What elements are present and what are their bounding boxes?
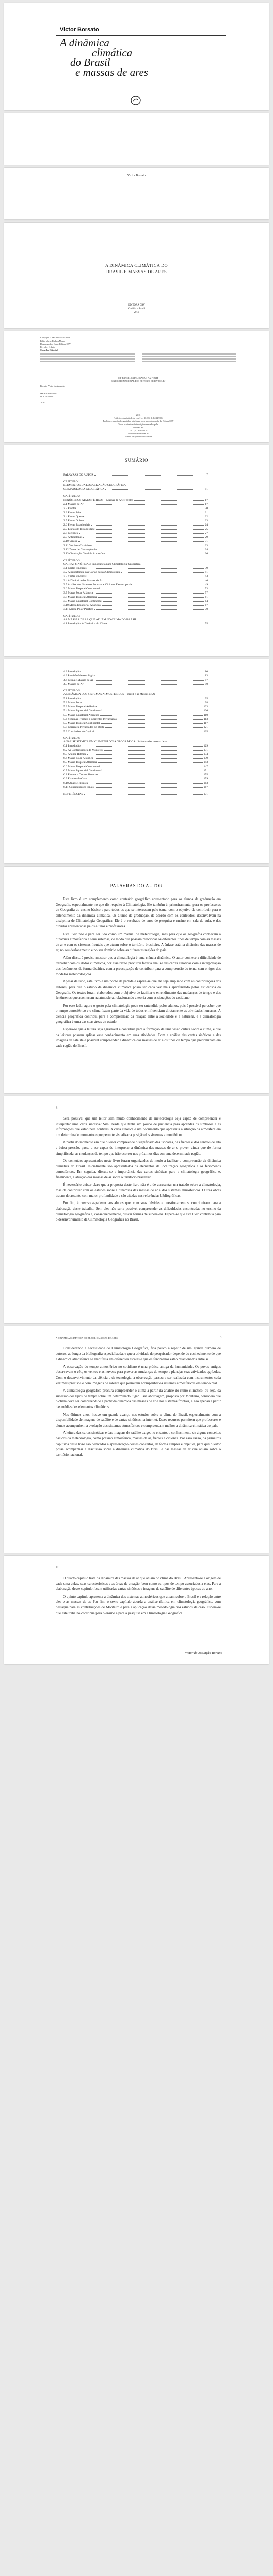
toc-row [63,498,208,502]
toc-entry-label: CLIMATOLOGIA GEOGRÁFICA [63,488,105,491]
toc-entry-label: 6.10 Análise Rítmica [63,782,88,785]
cover-title [60,38,148,77]
preface-body [56,896,221,1050]
toc-dots [94,680,204,681]
toc-row [63,574,208,579]
toc-dots [89,783,203,784]
copyright-line: Editor-chefe: Railson Moura [40,340,66,342]
toc-entry-label: REFERÊNCIAS [63,793,83,796]
toc-row [63,473,208,477]
toc-entry-label: 3.10 Massa Equatorial Atlântica [63,604,101,607]
chapter-label: CAPÍTULO 5 [63,689,80,692]
cover-title-line: climática [92,46,133,59]
toc-entry-page: 80 [205,670,208,673]
toc-dots [105,727,203,728]
toc-dots [78,541,204,542]
toc-entry-label: 5.1 Introdução [63,697,81,700]
toc-entry-label: 5.4 Massa Equatorial Continental [63,709,102,713]
toc-dots [96,529,204,530]
paragraph: Este livro é um complemento como conteúdo geográfico apresentado para os alunos de graduação em Geografia, especialmente no que diz respeito à Climatologia. Ele também é, primeiramente, para os professores de Geografia do ensino básico e para todos os que se interessam pelo tema, com o objetivo de contribuir para o entendimento da dinâmica climática. Os alunos de graduação, de acordo com os conteúdos, desenvolvem na disciplina de Climatologia Geográfica. Ele é o resultado de anos de pesquisa e ensino em sala de aula, e das dúvidas apresentadas pelos alunos e professores. [56,897,221,928]
toc-entry-page: 36 [205,552,208,555]
chapter-label: CAPÍTULO 6 [63,737,80,740]
rights-email: E-mail: sac@editoracrv.com.br [124,435,152,438]
toc-entry-page: 24 [205,523,208,527]
toc-entry-label: 2.3 Frente Fria [63,511,81,514]
toc-dots [118,719,203,720]
page-number: 9 [220,1335,222,1340]
preface-page [4,867,269,1093]
toc-row [63,531,208,535]
toc-row [63,539,208,544]
title-line-1: A DINÂMICA CLIMÁTICA DO [105,263,168,268]
paragraph: A partir do momento em que o leitor compreende o significado das isóbaras, das frentes e dos centros de alta e baixa pressão, passa a ser capaz de interpretar a dinâmica das massas de ar e prever, ainda que de forma simplificada, as mudanças de tempo que irão ocorrer nos próximos dias em uma determinada região. [56,1140,221,1156]
toc-entry-page: 171 [203,793,208,796]
catalog-sub: SINDICATO NACIONAL DOS EDITORES DE LIVROS, RJ [111,380,166,382]
toc-entry-label: 5.6 Sistemas Frontais e Correntes Perturbadas [63,718,117,721]
catalog-entry-author: Borsato, Victor da Assunção [40,385,65,387]
cover-page [4,3,269,110]
half-title-page [4,168,269,219]
toc-row [63,709,208,713]
toc-entry-label: 4.5 Massas de Ar [63,683,84,686]
toc-entry-label: 2.8 Ciclones [63,532,78,535]
toc-entry-page: 25 [205,528,208,531]
toc-entry-label: 2.4 Frente Quente [63,515,85,518]
chapter-label: CAPÍTULO 3 [63,559,80,562]
toc-row [63,591,208,595]
toc-entry-page: 87 [205,679,208,682]
toc-row [63,622,208,626]
toc-entry-page: 44 [205,575,208,578]
paragraph: Os conteúdos apresentados neste livro foram organizados de modo a facilitar a compreensão da dinâmica climática do Brasil. Inicialmente são apresentados os elementos da localização geográfica e os fenômenos atmosféricos. Em seguida, discute-se a importância das cartas sinóticas para a climatologia geográfica e, finalmente, a atuação das massas de ar sobre o território brasileiro. [56,1159,221,1179]
chapter-label: CAPÍTULO 4 [63,615,80,618]
toc-entry-page: 49 [205,583,208,586]
toc-entry-page: 117 [203,722,208,725]
toc-entry-label: 2.9 Anticiclones [63,536,83,539]
copyright-page [4,331,269,442]
rights-year: 2016 [136,414,141,416]
toc-row [63,579,208,583]
paragraph: Além disso, é preciso mostrar que a climatologia é uma ciência dinâmica. O autor conhece a dificuldade de trabalhar com os dados climáticos, por essa razão procurou fazer a análise das cartas sinóticas com a interpretação dos fenômenos de forma didática, com a preocupação de contribuir para a compreensão do tema, sem o rigor dos modelos meteorológicos. [56,955,221,976]
toc-row [63,544,208,548]
toc-row [63,519,208,523]
running-header: A DINÂMICA CLIMÁTICA DO BRASIL E MASSAS DE ARES [56,1337,118,1340]
toc-entry-label: 4.4 Clima e Massas de Ar [63,679,93,682]
toc-entry-page: 103 [203,705,208,708]
toc-entry-label: 6.5 Massa Tropical Atlântica [63,761,97,764]
toc-entry-page: 34 [205,548,208,551]
chapter-label: CAPÍTULO 1 [63,480,80,483]
toc-row [63,607,208,612]
toc-dots [94,475,205,476]
toc-entry-label: 6.6 Massa Tropical Continental [63,765,100,768]
toc-entry-label: 5.2 Massa Polar [63,701,82,704]
paragraph: Por esse lado, agora o gosto pela climatologia pode ser entendido pelos alunos, pois é possível perceber que o tempo atmosférico e o clima fazem parte da vida de todos e influenciam diretamente as atividades humanas. A ciência geográfica contribui para a compreensão da relação entre a sociedade e a natureza, e a climatologia geográfica é uma das suas áreas de estudo. [56,1003,221,1024]
text-page-10 [4,1556,269,1664]
catalog-entry [40,385,236,404]
toc-row [63,725,208,730]
toc-entry-page: 57 [205,591,208,595]
toc-row [63,760,208,765]
toc-row [63,511,208,515]
author-signature: Victor da Assunção Borsato [185,1651,222,1655]
toc-entry-page: 106 [203,709,208,713]
summary-page-1 [4,445,269,656]
toc-entry-label: 2.11 Vórtices Ciclônicos [63,544,92,547]
toc-dots [85,504,204,505]
body-text [56,1346,221,1460]
toc-row [63,721,208,725]
toc-entry-label: 6.7 Massa Equatorial Continental [63,769,102,772]
toc-entry-label: PALAVRAS DO AUTOR [63,473,94,477]
toc-entry-label: 4.3 Previsão Meteorológica [63,674,95,677]
toc-entry-label: 3.2 A Importância das Cartas para a Climatologia [63,571,121,574]
toc-dots [95,787,203,788]
toc-entry-label: 5.9 Conclusões do Capítulo [63,730,95,733]
toc-entry-label: 6.3 Análise Rítmica [63,753,87,756]
toc-dots [98,597,204,598]
toc-row [63,487,208,492]
toc-entry-label: 2.7 Linhas de Instabilidade [63,528,95,531]
copyright-line: Copyright © da Editora CRV Ltda. [40,336,71,339]
toc-entry-page: 61 [205,596,208,599]
toc-dots [98,762,202,763]
toc-row [63,678,208,682]
toc-dots [121,572,204,573]
editorial-board-list [40,353,236,372]
toc-entry-page: 129 [203,744,208,748]
page-number: 8 [56,1106,58,1110]
chapter-title: CARTAS SINÓTICAS: importância para Climatologia Geográfica [63,563,141,566]
toc-dots [83,537,204,538]
toc-entry-label: 3.11 Massa Polar Pacífica [63,608,93,611]
toc-row [63,765,208,769]
toc-entry-page: 167 [203,786,208,789]
paragraph: Por fim, é preciso agradecer aos alunos que, com suas dúvidas e questionamentos, contribuíram para a elaboração deste trabalho. Sem eles não seria possível compreender as dificuldades encontradas no ensino da climatologia geográfica e, consequentemente, buscar formas de superá-las. Espera-se que este livro contribua para o desenvolvimento da Climatologia Geográfica no Brasil. [56,1201,221,1222]
catalog-year: 2016 [40,401,45,404]
title-page [4,223,269,328]
copyright-line: Revisão: O Autor [40,346,56,348]
toc-entry-page: 21 [205,511,208,514]
toc-entry-label: 3.7 Massa Polar Atlântica [63,591,93,595]
cover-title-line: do Brasil [70,56,110,69]
toc-dots [94,758,202,759]
title-city: Curitiba – Brasil [127,308,146,310]
toc-entry-page: 113 [203,718,208,721]
paragraph: O quarto capítulo trata da dinâmica das massas de ar que atuam no clima do Brasil. Apresenta-se a origem de cada uma delas, suas características e as áreas de atuação, bem como os tipos de tempo associados a elas. Para a elaboração desse capítulo foram utilizadas cartas sinóticas e imagens de satélite de diferentes épocas do ano. [56,1576,221,1591]
toc-entry-page: 39 [205,567,208,570]
cover-title-line: A dinâmica [60,37,109,49]
toc-row [63,705,208,709]
toc-dots [84,794,203,795]
cover-title-line: e massas de ares [75,66,148,78]
toc-row [63,570,208,574]
toc-entry-page: 17 [205,503,208,506]
toc-entry-label: 4.1 Introdução: A Dinâmica do Clima [63,622,107,625]
toc-entry-page: 143 [203,761,208,764]
toc-entry-page: 125 [203,730,208,733]
toc-entry-page: 11 [205,488,208,491]
toc-entry-label: 3.9 Massa Equatorial Continental [63,600,102,603]
toc-entry-page: 31 [205,540,208,543]
toc-entry-label: 4.2 Introdução [63,670,81,673]
toc-entry-label: 5.5 Massa Equatorial Atlântica [63,714,99,717]
copyright-line: Diagramação e Capa: Editora CRV [40,343,71,345]
toc-row [63,777,208,781]
toc-row [63,730,208,734]
toc-dots [82,746,203,747]
text-page-8 [4,1096,269,1323]
title-publisher: EDITORA CRV [128,304,145,307]
rights-line: Todos os direitos desta edição reservados pela: [118,423,159,426]
toc-entry-label: 5.3 Massa Tropical Atlântica [63,705,97,708]
toc-entry-page: 22 [205,515,208,518]
toc-row [63,603,208,607]
toc-entry-page: 139 [203,757,208,760]
summary-list [63,670,208,796]
toc-row [63,595,208,599]
toc-dots [94,593,204,594]
toc-row [63,587,208,591]
toc-row [63,506,208,511]
body-text [56,1116,221,1225]
toc-entry-page: 29 [205,536,208,539]
copyright-block [40,336,236,352]
toc-entry-page: 17 [205,499,208,502]
toc-entry-page: 67 [205,604,208,607]
toc-dots [100,715,203,716]
toc-dots [91,525,204,526]
toc-row [63,773,208,777]
toc-entry-page: 70 [205,608,208,611]
toc-entry-label: 2.5 Frente Oclusa [63,519,84,522]
toc-row [63,515,208,519]
toc-entry-page: 27 [205,532,208,535]
toc-entry-label: 2.13 Circulação Geral da Atmosfera [63,552,105,555]
toc-row [63,756,208,760]
text-page-9 [4,1326,269,1553]
toc-entry-label: 5.8 Correntes Perturbadas do Oeste [63,726,105,729]
toc-dots [102,605,204,606]
toc-row [63,670,208,674]
toc-row [63,535,208,539]
toc-entry-label: 6.4 Massa Polar Atlântica [63,757,93,760]
toc-row [63,674,208,678]
paragraph: O quinto capítulo apresenta a dinâmica dos sistemas atmosféricos que atuam sobre o Brasil e a relação entre eles e as massas de ar. Por fim, o sexto capítulo aborda a análise rítmica em climatologia geográfica, com destaque para as contribuições de Monteiro e para a aplicação dessa metodologia nos estudos de caso. Espera-se que este trabalho contribua para o ensino e para a pesquisa em Climatologia Geográfica. [56,1594,221,1615]
toc-entry-page: 41 [205,571,208,574]
toc-dots [79,533,204,534]
paragraph: A observação do tempo atmosférico no cotidiano é uma prática antiga da humanidade. Os povos antigos observavam o céu, os ventos e as nuvens para prever as mudanças do tempo e planejar suas atividades agrícolas. Com o desenvolvimento da ciência e da tecnologia, a observação passou a ser realizada com instrumentos cada vez mais precisos e com imagens de satélite que permitem acompanhar os sistemas atmosféricos em tempo real. [56,1364,221,1385]
rights-line: Foi feito o depósito legal conf. Lei 10.994 de 14/12/2004 [114,417,163,419]
toc-entry-label: 3.1 Cartas Sinóticas [63,567,87,570]
toc-entry-label: 3.5 Análise dos Sistemas Frontais e Ciclones Extratropicais [63,583,132,586]
blank-page [4,113,269,165]
toc-entry-label: 6.9 Estudos de Caso [63,777,87,781]
toc-entry-page: 33 [205,544,208,547]
toc-entry-page: 159 [203,777,208,781]
toc-entry-page: 163 [203,782,208,785]
toc-row [63,682,208,686]
chapter-label: CAPÍTULO 2 [63,495,80,498]
toc-entry-page: 90 [205,683,208,686]
copyright-line: Conselho Editorial: [40,349,59,351]
page-number: 10 [56,1565,59,1569]
toc-row [63,527,208,531]
catalog-box [40,377,236,383]
summary-list [63,470,208,626]
half-title-author: Victor Borsato [127,174,146,177]
toc-entry-label: 2.10 Ventos [63,540,77,543]
toc-entry-page: 20 [205,507,208,510]
toc-entry-label: 3.6 Massa Tropical Continental [63,587,100,590]
toc-entry-label: 6.11 Considerações Finais [63,786,94,789]
paragraph: A leitura das cartas sinóticas e das imagens de satélite exige, no entanto, o conhecimento de alguns conceitos básicos da meteorologia, como pressão atmosférica, massas de ar, frentes e ciclones. Por essa razão, os primeiros capítulos deste livro são dedicados à apresentação desses conceitos, de forma simples e objetiva, para que o leitor possa acompanhar a discussão sobre a dinâmica climática do Brasil e das massas de ar que atuam sobre o território nacional. [56,1431,221,1457]
toc-entry-page: 131 [203,749,208,752]
rights-line: Proibida a reprodução parcial ou total desta obra sem autorização da Editora CRV [103,420,174,422]
toc-row [63,523,208,527]
toc-entry-page: 83 [205,674,208,677]
toc-entry-page: 98 [205,701,208,704]
toc-row [63,744,208,748]
toc-dots [88,568,204,569]
toc-row [63,769,208,773]
title-year: 2016 [134,311,139,314]
summary-heading: SUMÁRIO [124,457,148,463]
chapter-title: AS MASSAS DE AR QUE ATUAM NO CLIMA DO BRASIL [63,618,137,621]
title-line-2: BRASIL E MASSAS DE ARES [106,269,167,274]
toc-row [63,548,208,552]
toc-entry-label: 3.3 Cartas Sinóticas [63,575,87,578]
toc-entry-label: 6.1 Introdução [63,744,81,748]
toc-entry-page: 75 [205,622,208,625]
paragraph: A climatologia geográfica procura compreender o clima a partir da análise do ritmo climático, ou seja, da sucessão dos tipos de tempo sobre um determinado lugar. Essa abordagem, proposta por Monteiro, considera que o clima deve ser compreendido a partir da dinâmica das massas de ar e dos sistemas frontais, e não apenas a partir das médias dos elementos climáticos. [56,1388,221,1409]
rights-site: www.editoracrv.com.br [128,432,149,435]
toc-row [63,566,208,570]
toc-entry-page: 46 [205,579,208,582]
paragraph: É necessário deixar claro que a proposta deste livro não é a de apresentar um tratado sobre a climatologia, mas de contribuir com os estudos sobre a dinâmica das massas de ar e dos sistemas atmosféricos. Outras obras tratam do assunto com maior profundidade e são citadas nas referências bibliográficas. [56,1182,221,1198]
toc-row [63,599,208,603]
toc-dots [101,723,203,724]
paragraph: Apesar de tudo, este livro é um ponto de partida e espera-se que ele seja ampliado com as contribuições dos leitores, para que o estudo da dinâmica climática possa ser cada vez mais aprofundado pelos estudiosos da Geografia. Os textos foram elaborados com o objetivo de facilitar o entendimento das mudanças de tempo e dos fenômenos que acontecem na atmosfera, relacionando a teoria com as situações do cotidiano. [56,979,221,1001]
doi: DOI 10.24824/ [40,395,54,398]
paragraph: Considerando a necessidade de Climatologia Geográfica, fica pouco a repetir de um grande número de autores, ao longo da bibliografia especializada, e que a atividade do pesquisador depende do conhecimento de que a dinâmica atmosférica se manifesta em diferentes escalas e que os fenômenos estão relacionados entre si. [56,1346,221,1362]
rights-phone: Tel.: (41) 3039-6418 [129,429,148,432]
toc-entry-page: 23 [205,519,208,522]
chapter-title: ANÁLISE RÍTMICA EM CLIMATOLOGIA GEOGRÁFICA: dinâmica das massas de ar [63,740,168,743]
rights-line: Editora CRV [133,426,144,429]
isbn: ISBN 978-85-444- [40,392,57,395]
toc-entry-label: 2.2 Frentes [63,507,76,510]
toc-dots [94,609,204,610]
toc-entry-page: 110 [203,714,208,717]
toc-entry-label: 2.1 Massas de Ar [63,503,84,506]
toc-entry-page: 147 [203,765,208,768]
toc-entry-label: 5.7 Massa Tropical Continental [63,722,100,725]
toc-entry-page: 64 [205,600,208,603]
toc-row [63,792,208,796]
toc-entry-page: 155 [203,773,208,776]
toc-row [63,781,208,785]
crv-logo-icon [131,96,141,105]
toc-entry-page: 121 [203,726,208,729]
toc-entry-label: 6.2 As Contribuições de Monteiro [63,749,103,752]
chapter-title: ELEMENTOS DA LOCALIZAÇÃO GEOGRÁFICA [63,484,126,487]
toc-dots [103,601,204,602]
cover-rule [56,35,226,36]
paragraph: Será possível que um leitor sem muito conhecimento de meteorologia seja capaz de compreender e interpretar uma carta sinótica? Sim, desde que tenha um pouco de paciência para aprender os símbolos e as informações que estão nela contidas. A carta sinótica é um documento que apresenta a situação da atmosfera em um determinado momento e que permite visualizar a posição dos sistemas atmosféricos. [56,1116,221,1137]
toc-entry-label: 2.6 Frente Estacionária [63,523,90,527]
toc-entry-label: 3.8 Massa Tropical Atlântica [63,596,97,599]
toc-entry-label: 6.8 Frentes e Outros Sistemas [63,773,98,776]
body-text [56,1575,221,1618]
toc-entry-page: 95 [205,697,208,700]
toc-dots [85,684,204,685]
toc-row [63,748,208,752]
toc-row [63,583,208,587]
toc-entry-label: 3.4 A Dinâmica das Massas de Ar [63,579,103,582]
toc-entry-page: 134 [203,753,208,756]
toc-entry-page: 53 [205,587,208,590]
toc-row [63,717,208,721]
paragraph: Nos últimos anos, houve um grande avanço nos estudos sobre o clima do Brasil, especialmente com a disponibilidade de imagens de satélite e de cartas sinóticas na internet. Esses recursos permitem que professores e alunos acompanhem a evolução dos sistemas atmosféricos e compreendam melhor a dinâmica climática do país. [56,1412,221,1428]
toc-row [63,502,208,506]
toc-row [63,785,208,789]
toc-dots [134,500,204,501]
rights-block [40,414,236,438]
toc-row [63,552,208,556]
cover-author: Victor Borsato [60,27,99,33]
toc-entry-page: 151 [203,769,208,772]
toc-entry-label: 2.12 Zonas de Convergência [63,548,97,551]
toc-dots [87,754,202,755]
toc-dots [105,489,204,490]
summary-page-2 [4,659,269,863]
toc-row [63,752,208,756]
preface-heading: PALAVRAS DO AUTOR [110,883,163,888]
paragraph: Espera-se que a leitura seja agradável e contribua para a formação de uma visão crítica sobre o clima, e que os leitores possam aplicar esse conhecimento em suas atividades. Com a análise das cartas sinóticas e das imagens de satélite é possível compreender a dinâmica das massas de ar e os tipos de tempo que predominam em cada região do Brasil. [56,1027,221,1048]
toc-dots [104,750,203,751]
toc-entry-page: 7 [206,473,208,477]
paragraph: Este livro não é para ser lido como um manual de meteorologia, mas para que os geógrafos conheçam a dinâmica atmosférica e seus sistemas, de modo que possam relacionar os diferentes tipos de tempo com as massas de ar e com os sistemas frontais que atuam sobre o território brasileiro. A ênfase está na dinâmica das massas de ar, no seu deslocamento e no seu domínio sobre as diferentes regiões do país. [56,931,221,953]
chapter-title: A DINÂMICA DOS SISTEMAS ATMOSFÉRICOS – Brasil e as Massas de Ar [63,693,155,696]
toc-entry-label: FENÔMENOS ATMOSFÉRICOS – Massas de Ar e Frentes [63,499,133,502]
catalog-title: CIP-BRASIL. CATALOGAÇÃO-NA-FONTE [118,377,159,379]
toc-row [63,697,208,701]
toc-row [63,713,208,717]
toc-row [63,701,208,705]
